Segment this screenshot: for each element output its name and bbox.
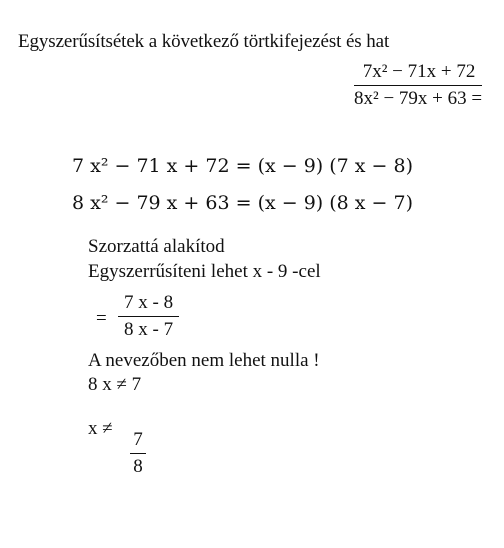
inequality-line: 8 x ≠ 7 bbox=[88, 374, 142, 395]
simplified-fraction bbox=[118, 292, 179, 341]
step-factorize-text: Szorzattá alakítod bbox=[88, 236, 225, 257]
final-fraction bbox=[130, 429, 146, 478]
problem-statement: Egyszerűsítsétek a következő törtkifejezést és hat bbox=[18, 31, 390, 52]
problem-fraction bbox=[354, 61, 482, 110]
step-simplify-text: Egyszerrűsíteni lehet x - 9 -cel bbox=[88, 261, 321, 282]
problem-fraction-denominator: 8x² − 79x + 63 = bbox=[354, 88, 483, 109]
fraction-bar bbox=[118, 316, 179, 317]
equals-sign: = bbox=[96, 308, 107, 329]
numerator-factorization: 7 x² − 71 x + 72 = (x − 9) (7 x − 8) bbox=[72, 155, 413, 177]
x-not-equal: x ≠ bbox=[88, 418, 113, 439]
final-denominator: 8 bbox=[133, 456, 143, 477]
fraction-bar bbox=[354, 85, 482, 86]
fraction-bar bbox=[130, 453, 146, 454]
denominator-factorization: 8 x² − 79 x + 63 = (x − 9) (8 x − 7) bbox=[72, 192, 413, 214]
simplified-denominator: 8 x - 7 bbox=[124, 319, 174, 340]
simplified-numerator: 7 x - 8 bbox=[124, 292, 174, 313]
problem-fraction-numerator: 7x² − 71x + 72 bbox=[362, 61, 476, 82]
final-numerator: 7 bbox=[133, 429, 143, 450]
denominator-nonzero-text: A nevezőben nem lehet nulla ! bbox=[88, 350, 320, 371]
